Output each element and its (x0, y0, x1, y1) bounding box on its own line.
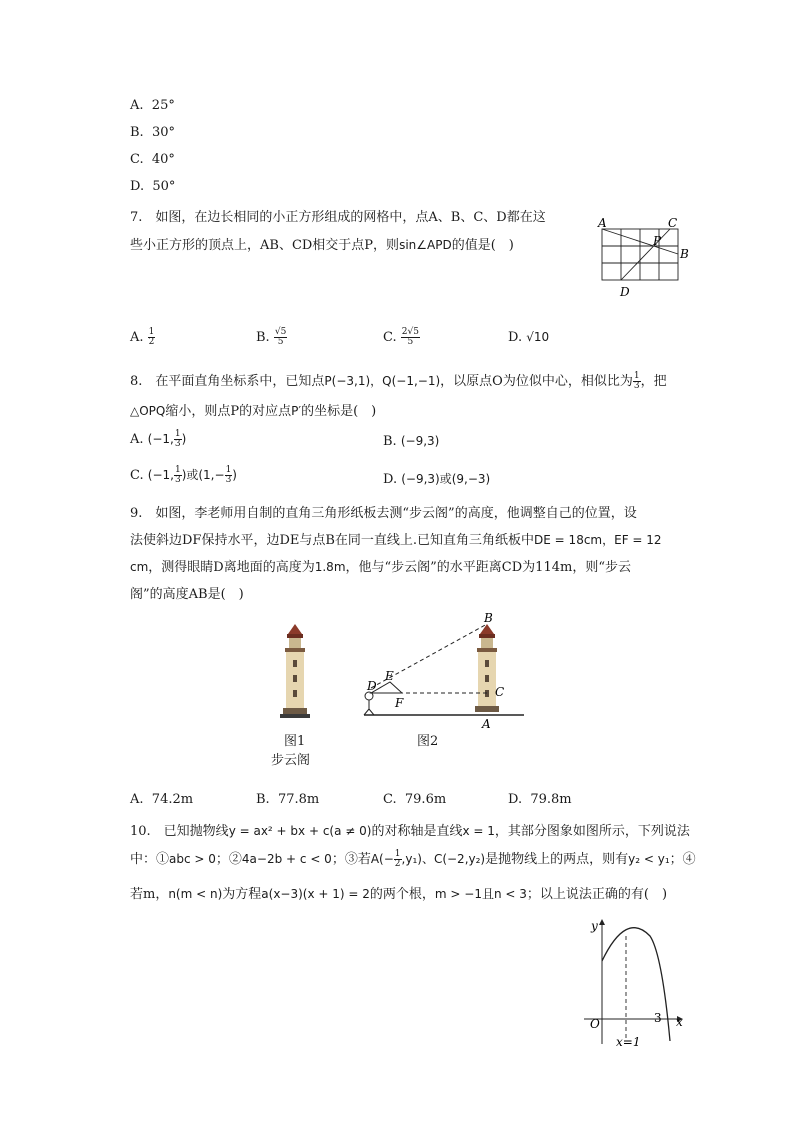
q9-option-a: A. 74.2m (130, 792, 194, 807)
q10-stem-line2: 中：①abc > 0；②4a−2b + c < 0；③若A(− $\frac{1}{2}$ ,y₁)、C(−2,y₂)是抛物线上的两点，则有y₂ < y₁；④ (130, 849, 696, 869)
q7-grid-figure (594, 212, 698, 302)
q9-stem-line3: cm，测得眼睛D离地面的高度为1.8m，他与“步云阁”的水平距离CD为114m，则“步云 (130, 560, 631, 575)
q6-option-d: D. 50° (130, 179, 176, 194)
q9-option-b: B. 77.8m (256, 792, 320, 807)
q9-fig2-label-e: E (385, 669, 394, 683)
q10-graph-label-y: y (591, 919, 598, 933)
q9-fig2-label-c: C (495, 685, 505, 699)
q6-option-a: A. 25° (130, 98, 175, 113)
q8-stem-line2: △OPQ缩小，则点P的对应点P′的坐标是( ) (130, 404, 377, 419)
q9-fig2-label-b: B (484, 611, 493, 625)
q7-label-d: D (620, 285, 630, 299)
q9-figure1-tower (270, 620, 320, 720)
q7-label-c: C (668, 216, 678, 230)
q9-fig1-caption: 图1 (284, 734, 306, 749)
q8-stem-line1: 8. 在平面直角坐标系中，已知点P(−3,1)，Q(−1,−1)，以原点O为位似中心，相似比为 $\frac{1}{3}$ ，把 (130, 371, 667, 391)
q10-parabola-graph (582, 916, 692, 1050)
q6-option-c: C. 40° (130, 152, 175, 167)
q7-option-b: B. $\frac{√5}{5}$ (256, 327, 287, 347)
q9-fig2-label-d: D (367, 679, 377, 693)
q7-option-a: A. $\frac{1}{2}$ (130, 327, 155, 347)
q9-fig2-label-f: F (395, 696, 404, 710)
q9-stem-line2: 法使斜边DF保持水平，边DE与点B在同一直线上.已知直角三角纸板中DE = 18cm，EF = 12 (130, 533, 662, 548)
q9-stem-line1: 9. 如图，李老师用自制的直角三角形纸板去测“步云阁”的高度，他调整自己的位置，设 (130, 506, 637, 521)
q7-stem-line2: 些小正方形的顶点上，AB、CD相交于点P，则sin∠APD的值是( ) (130, 238, 514, 253)
q7-option-c: C. $\frac{2√5}{5}$ (383, 327, 419, 347)
q8-option-a: A. (−1, $\frac{1}{3}$ ) (130, 429, 187, 449)
q9-fig1-subcaption: 步云阁 (271, 753, 311, 768)
q8-option-b: B. (−9,3) (383, 434, 440, 449)
q10-graph-label-o: O (590, 1017, 600, 1031)
q10-stem-line3: 若m，n(m < n)为方程a(x−3)(x + 1) = 2的两个根，m > −1且n < 3；以上说法正确的有( ) (130, 887, 668, 902)
q7-label-p: P (653, 234, 662, 248)
q8-option-d: D. (−9,3)或(9,−3) (383, 472, 491, 487)
q9-option-c: C. 79.6m (383, 792, 447, 807)
q8-option-c: C. (−1, $\frac{1}{3}$ )或(1,− $\frac{1}{3}$ ) (130, 465, 237, 485)
q9-stem-line4: 阁”的高度AB是( ) (130, 587, 244, 602)
q9-fig2-caption: 图2 (417, 734, 439, 749)
q9-figure2-diagram (360, 608, 530, 733)
q10-stem-line1: 10. 已知抛物线y = ax² + bx + c(a ≠ 0)的对称轴是直线x = 1，其部分图象如图所示，下列说法 (130, 824, 690, 839)
q10-graph-label-axis: x=1 (616, 1035, 641, 1049)
q7-label-a: A (598, 216, 607, 230)
q9-fig2-label-a: A (482, 717, 491, 731)
q7-label-b: B (680, 247, 689, 261)
q10-graph-label-x: x (676, 1015, 683, 1029)
q9-option-d: D. 79.8m (508, 792, 572, 807)
q7-stem-line1: 7. 如图，在边长相同的小正方形组成的网格中，点A、B、C、D都在这 (130, 210, 546, 225)
q6-option-b: B. 30° (130, 125, 175, 140)
q7-option-d: D. √10 (508, 330, 550, 345)
q10-graph-label-3: 3 (654, 1011, 662, 1025)
